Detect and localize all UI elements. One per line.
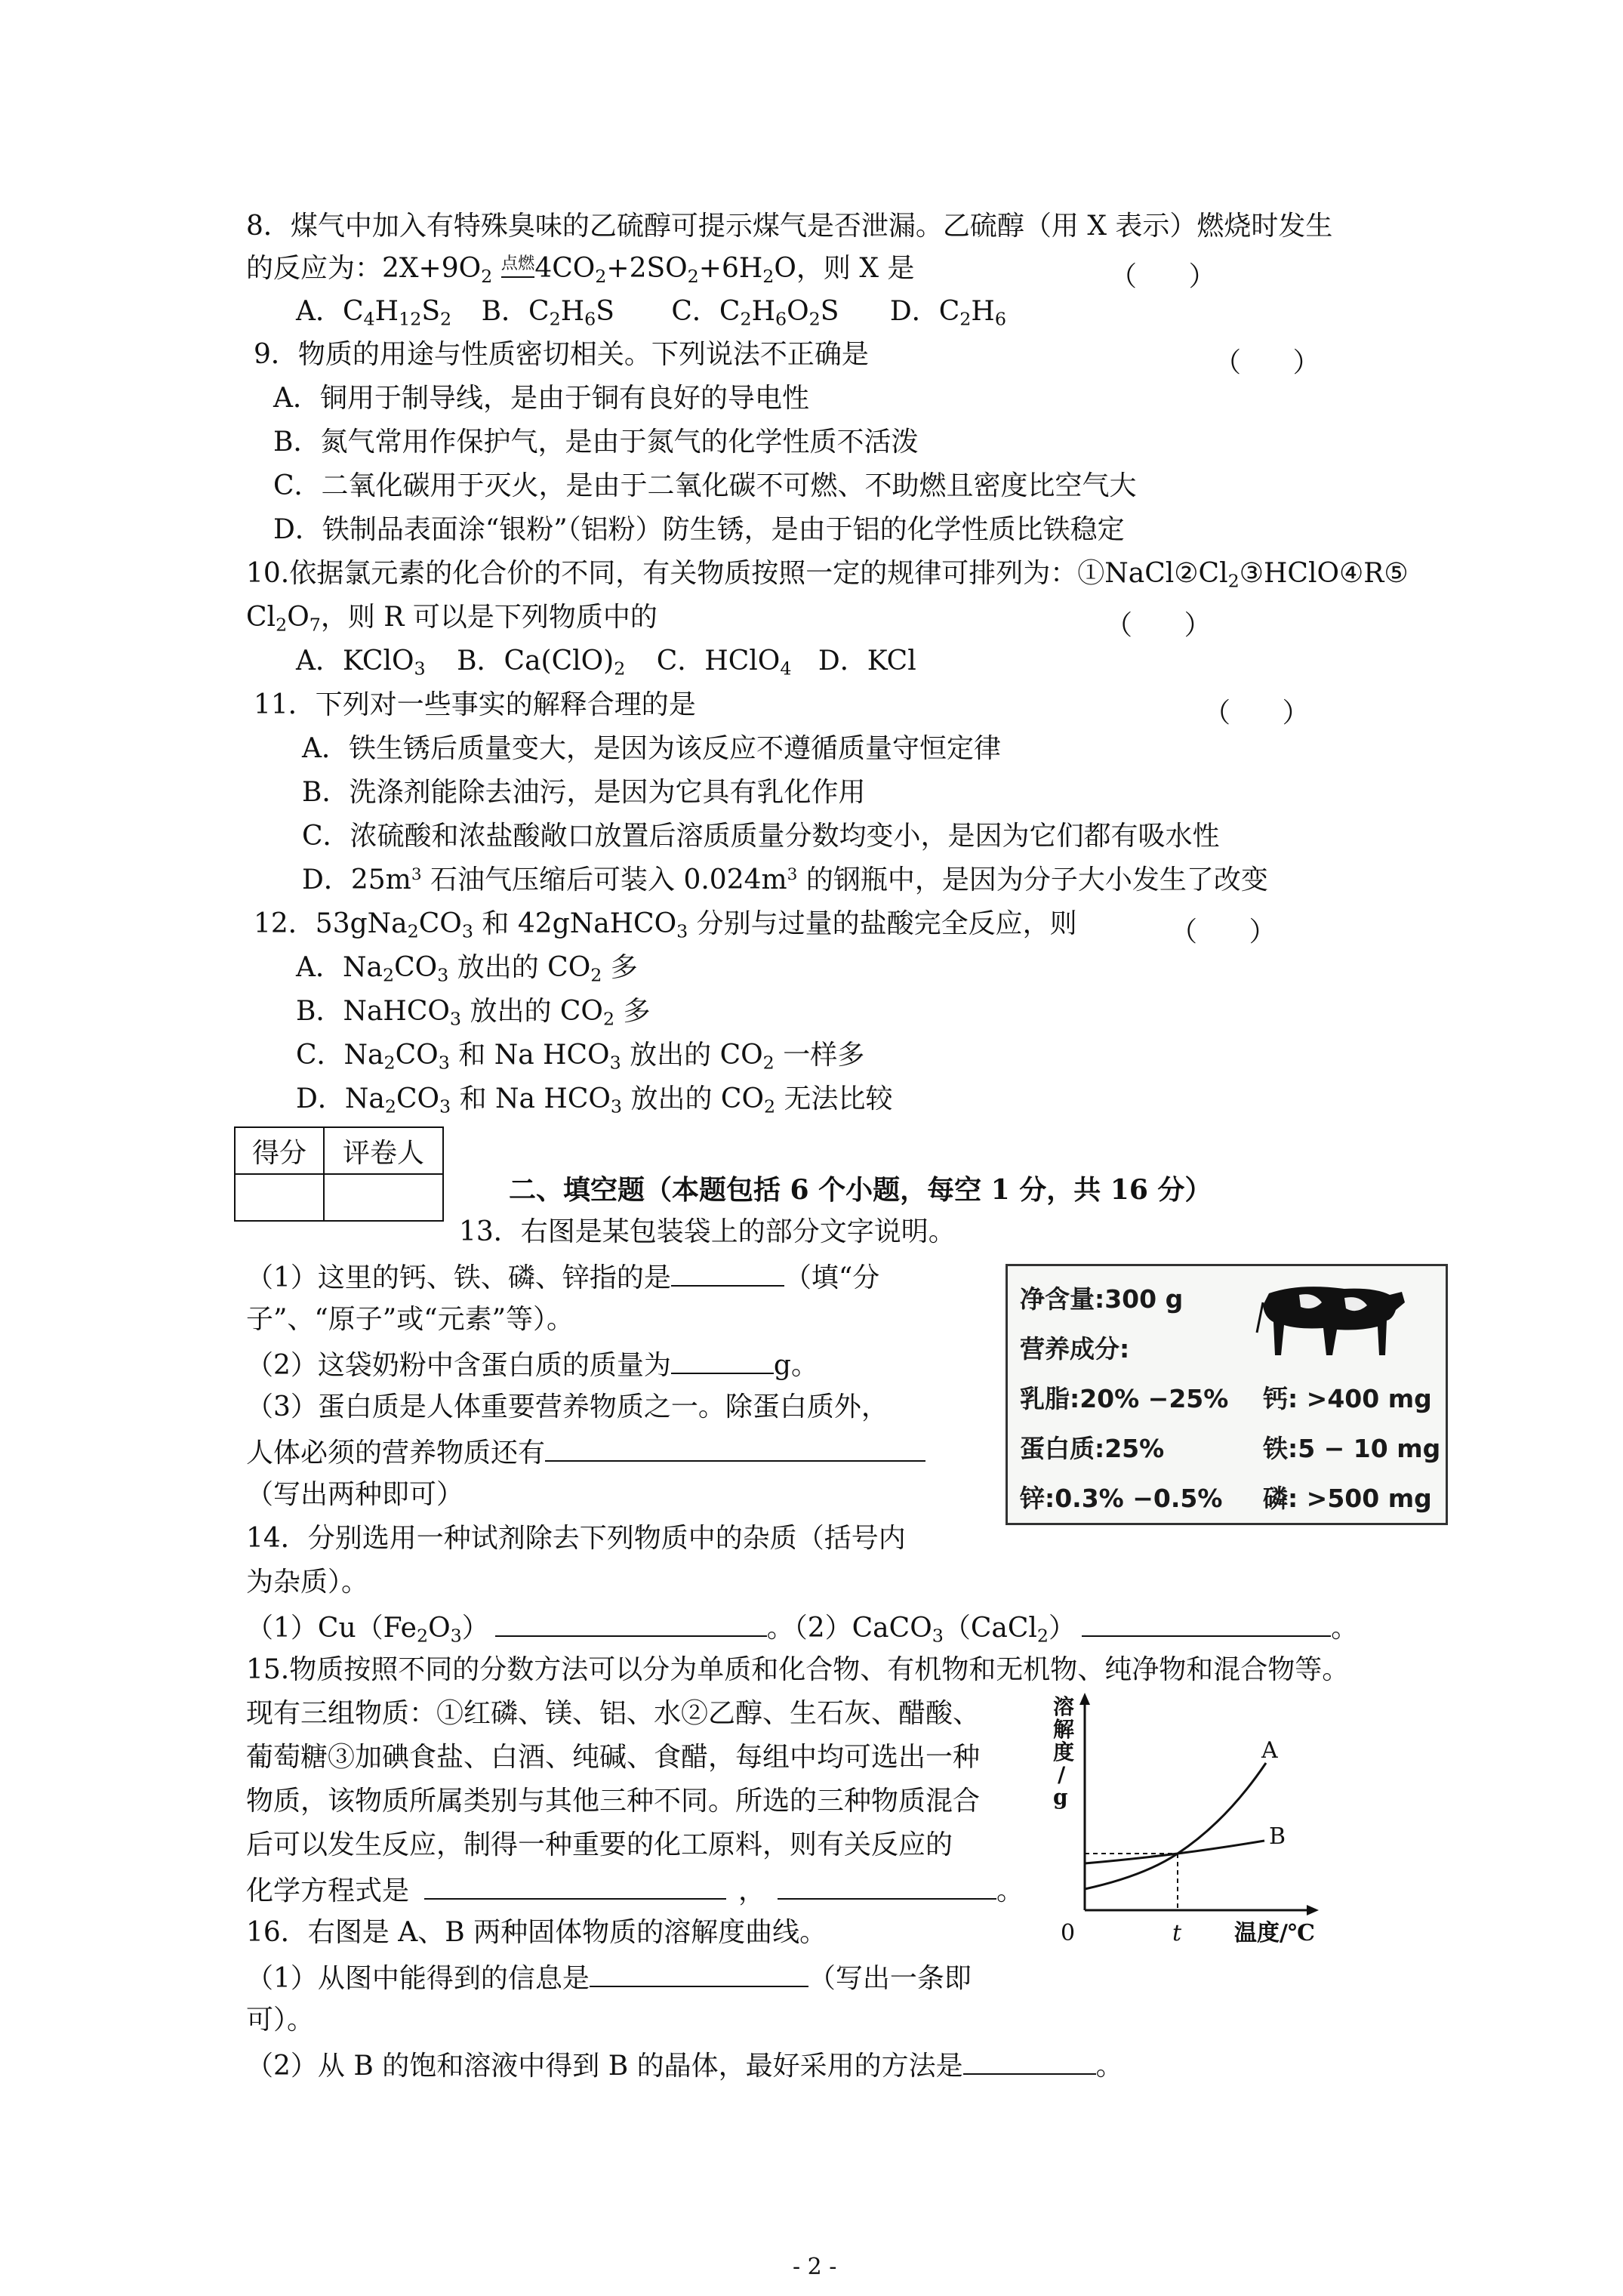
curve-b-label: B	[1269, 1823, 1286, 1850]
nutrition-net-weight: 净含量:300 g	[1020, 1284, 1184, 1314]
y-axis-arrow-icon	[1079, 1693, 1090, 1705]
nutrition-title: 营养成分:	[1020, 1334, 1130, 1364]
q10-line2: $Cl_2O_7$，则 R 可以是下列物质中的	[246, 602, 658, 636]
q10-line1: 10.依据氯元素的化合价的不同，有关物质按照一定的规律可排列为：$①NaCl②Cl_2③HClO④R⑤$	[246, 558, 1409, 592]
section2-title: 二、填空题（本题包括 6 个小题，每空 1 分，共 16 分）	[509, 1174, 1212, 1206]
q13-stem: 13．右图是某包装袋上的部分文字说明。	[459, 1216, 956, 1247]
q13-part3-note: （写出两种即可）	[246, 1479, 464, 1510]
q16-part1: （1）从图中能得到的信息是 （写出一条即	[246, 1963, 972, 1994]
q15-blank-1[interactable]	[424, 1875, 726, 1900]
q14-blank-1[interactable]	[495, 1613, 767, 1637]
q11-option-a[interactable]: A．铁生锈后质量变大，是因为该反应不遵循质量守恒定律	[302, 733, 1001, 764]
q13-blank-2[interactable]	[671, 1350, 774, 1374]
q15-line4: 物质，该物质所属类别与其他三种不同。所选的三种物质混合	[246, 1786, 981, 1817]
condition-arrow: 点燃	[500, 254, 535, 273]
q14-blank-2[interactable]	[1082, 1613, 1331, 1637]
origin-label: 0	[1061, 1920, 1076, 1946]
q11-option-d[interactable]: D．$25m^3$ 石油气压缩后可装入 $0.024m^3$ 的钢瓶中，是因为分子大小发生了改变	[302, 864, 1268, 895]
grader-cell[interactable]	[324, 1174, 443, 1221]
cow-icon	[1254, 1272, 1412, 1363]
q13-part2: （2）这袋奶粉中含蛋白质的质量为 g。	[246, 1350, 818, 1381]
q16-part1-cont: 可）。	[246, 2005, 315, 2036]
q12-option-c[interactable]: C．$Na_2CO_3$ 和 Na $HCO_3$ 放出的 $CO_2$ 一样多	[296, 1040, 865, 1074]
q10-option-d[interactable]: D．KCl	[818, 646, 916, 676]
curve-a-label: A	[1261, 1737, 1278, 1764]
q15-blank-2[interactable]	[778, 1875, 996, 1900]
q14-stem-cont: 为杂质）。	[246, 1567, 369, 1598]
q8-options	[296, 296, 1006, 330]
q15-line1: 15.物质按照不同的分数方法可以分为单质和化合物、有机物和无机物、纯净物和混合物等。	[246, 1654, 1350, 1685]
x-axis-arrow-icon	[1307, 1905, 1319, 1915]
nutrition-phosphorus: 磷: >500 mg	[1263, 1484, 1432, 1513]
curve-a	[1085, 1763, 1266, 1889]
nutrition-zinc: 锌:0.3% −0.5%	[1020, 1484, 1223, 1513]
nutrition-fat: 乳脂:20% −25%	[1020, 1384, 1229, 1413]
q12-option-b[interactable]: B．NaHCO$_3$ 放出的 $CO_2$ 多	[296, 996, 651, 1030]
q12-stem: 12．$53gNa_2CO_3$ 和 42gNaHCO$_3$ 分别与过量的盐酸完全反应，则	[254, 908, 1077, 942]
y-axis-label: 溶解度/ g	[1053, 1694, 1075, 1810]
q12-answer-paren[interactable]: （ ）	[1170, 917, 1277, 948]
q8-line2: 的反应为：$2X+9O_2$ 点燃$4CO_2+2SO_2+6H_2O$，则 X 是	[246, 253, 915, 287]
q8-answer-paren[interactable]: （ ）	[1110, 261, 1216, 292]
q13-part3-cont: 人体必须的营养物质还有	[246, 1438, 925, 1467]
q12-option-d[interactable]: D．$Na_2CO_3$ 和 Na $HCO_3$ 放出的 $CO_2$ 无法比较	[296, 1083, 893, 1117]
q11-answer-paren[interactable]: （ ）	[1203, 698, 1310, 729]
q16-part2: （2）从 B 的饱和溶液中得到 B 的晶体，最好采用的方法是 。	[246, 2051, 1123, 2082]
q9-answer-paren[interactable]: （ ）	[1214, 347, 1320, 378]
q8-option-c[interactable]: C．$C_2H_6O_2S$	[671, 296, 839, 330]
q10-answer-paren[interactable]: （ ）	[1105, 610, 1212, 641]
solubility-curve-figure	[1053, 1691, 1347, 1955]
q9-option-d[interactable]: D．铁制品表面涂“银粉”（铝粉）防生锈，是由于铝的化学性质比铁稳定	[273, 514, 1125, 545]
q15-line6: 化学方程式是 ， 。	[246, 1875, 1024, 1906]
q9-option-a[interactable]: A．铜用于制导线，是由于铜有良好的导电性	[273, 383, 809, 414]
q11-option-c[interactable]: C．浓硫酸和浓盐酸敞口放置后溶质质量分数均变小，是因为它们都有吸水性	[302, 821, 1220, 852]
q10-option-b[interactable]: B．$Ca(ClO)_2$	[457, 646, 626, 680]
q14-parts: $(1)Cu(Fe_2O_3)$ 。（2）CaCO$_3$（CaCl$_2$） 。	[246, 1613, 1359, 1647]
q10-options	[296, 646, 916, 680]
score-cell[interactable]	[235, 1174, 324, 1221]
q9-stem: 9．物质的用途与性质密切相关。下列说法不正确是	[254, 339, 869, 370]
curve-b	[1085, 1841, 1264, 1863]
q12-option-a[interactable]: A．$Na_2CO_3$ 放出的 $CO_2$ 多	[296, 952, 638, 986]
q9-option-b[interactable]: B．氮气常用作保护气，是由于氮气的化学性质不活泼	[273, 427, 919, 458]
q16-stem: 16．右图是 A、B 两种固体物质的溶解度曲线。	[246, 1917, 827, 1948]
q11-option-b[interactable]: B．洗涤剂能除去油污，是因为它具有乳化作用	[302, 777, 866, 808]
nutrition-iron: 铁:5 − 10 mg	[1263, 1434, 1441, 1463]
q10-option-c[interactable]: C．HClO$_4$	[656, 646, 792, 680]
q8-line1: 8．煤气中加入有特殊臭味的乙硫醇可提示煤气是否泄漏。乙硫醇（用 X 表示）燃烧时发生	[246, 211, 1333, 242]
q15-line2: 现有三组物质：①红磷、镁、铝、水②乙醇、生石灰、醋酸、	[246, 1698, 981, 1729]
q8-option-d[interactable]: D．$C_2H_6$	[889, 296, 1006, 330]
q15-line5: 后可以发生反应，制得一种重要的化工原料，则有关反应的	[246, 1829, 953, 1860]
q13-blank-1[interactable]	[671, 1262, 784, 1287]
q8-option-a[interactable]: A．$C_4H_{12}S_2$	[296, 296, 452, 330]
q13-part3: （3）蛋白质是人体重要营养物质之一。除蛋白质外，	[246, 1391, 888, 1422]
nutrition-calcium: 钙: >400 mg	[1263, 1384, 1432, 1413]
grader-header: 评卷人	[324, 1127, 443, 1174]
q11-stem: 11．下列对一些事实的解释合理的是	[254, 689, 696, 720]
nutrition-label	[1006, 1264, 1448, 1525]
q9-option-c[interactable]: C．二氧化碳用于灭火，是由于二氧化碳不可燃、不助燃且密度比空气大	[273, 470, 1137, 501]
q13-part1-cont: 子”、“原子”或“元素”等）。	[246, 1304, 574, 1335]
q13-blank-3[interactable]	[545, 1438, 925, 1462]
nutrition-protein: 蛋白质:25%	[1020, 1434, 1165, 1463]
q16-blank-2[interactable]	[963, 2051, 1096, 2075]
t-label: t	[1172, 1920, 1182, 1946]
score-header: 得分	[235, 1127, 324, 1174]
x-axis-label: 温度/℃	[1234, 1920, 1315, 1946]
q14-stem: 14．分别选用一种试剂除去下列物质中的杂质（括号内	[246, 1523, 906, 1554]
score-table	[234, 1126, 444, 1222]
q13-part1: （1）这里的钙、铁、磷、锌指的是 （填“分	[246, 1262, 880, 1293]
q8-option-b[interactable]: B．$C_2H_6S$	[481, 296, 614, 330]
page-number: - 2 -	[793, 2254, 837, 2280]
q15-line3: 葡萄糖③加碘食盐、白酒、纯碱、食醋，每组中均可选出一种	[246, 1742, 981, 1773]
q16-blank-1[interactable]	[590, 1963, 808, 1987]
q10-option-a[interactable]: A．KClO$_3$	[296, 646, 426, 680]
